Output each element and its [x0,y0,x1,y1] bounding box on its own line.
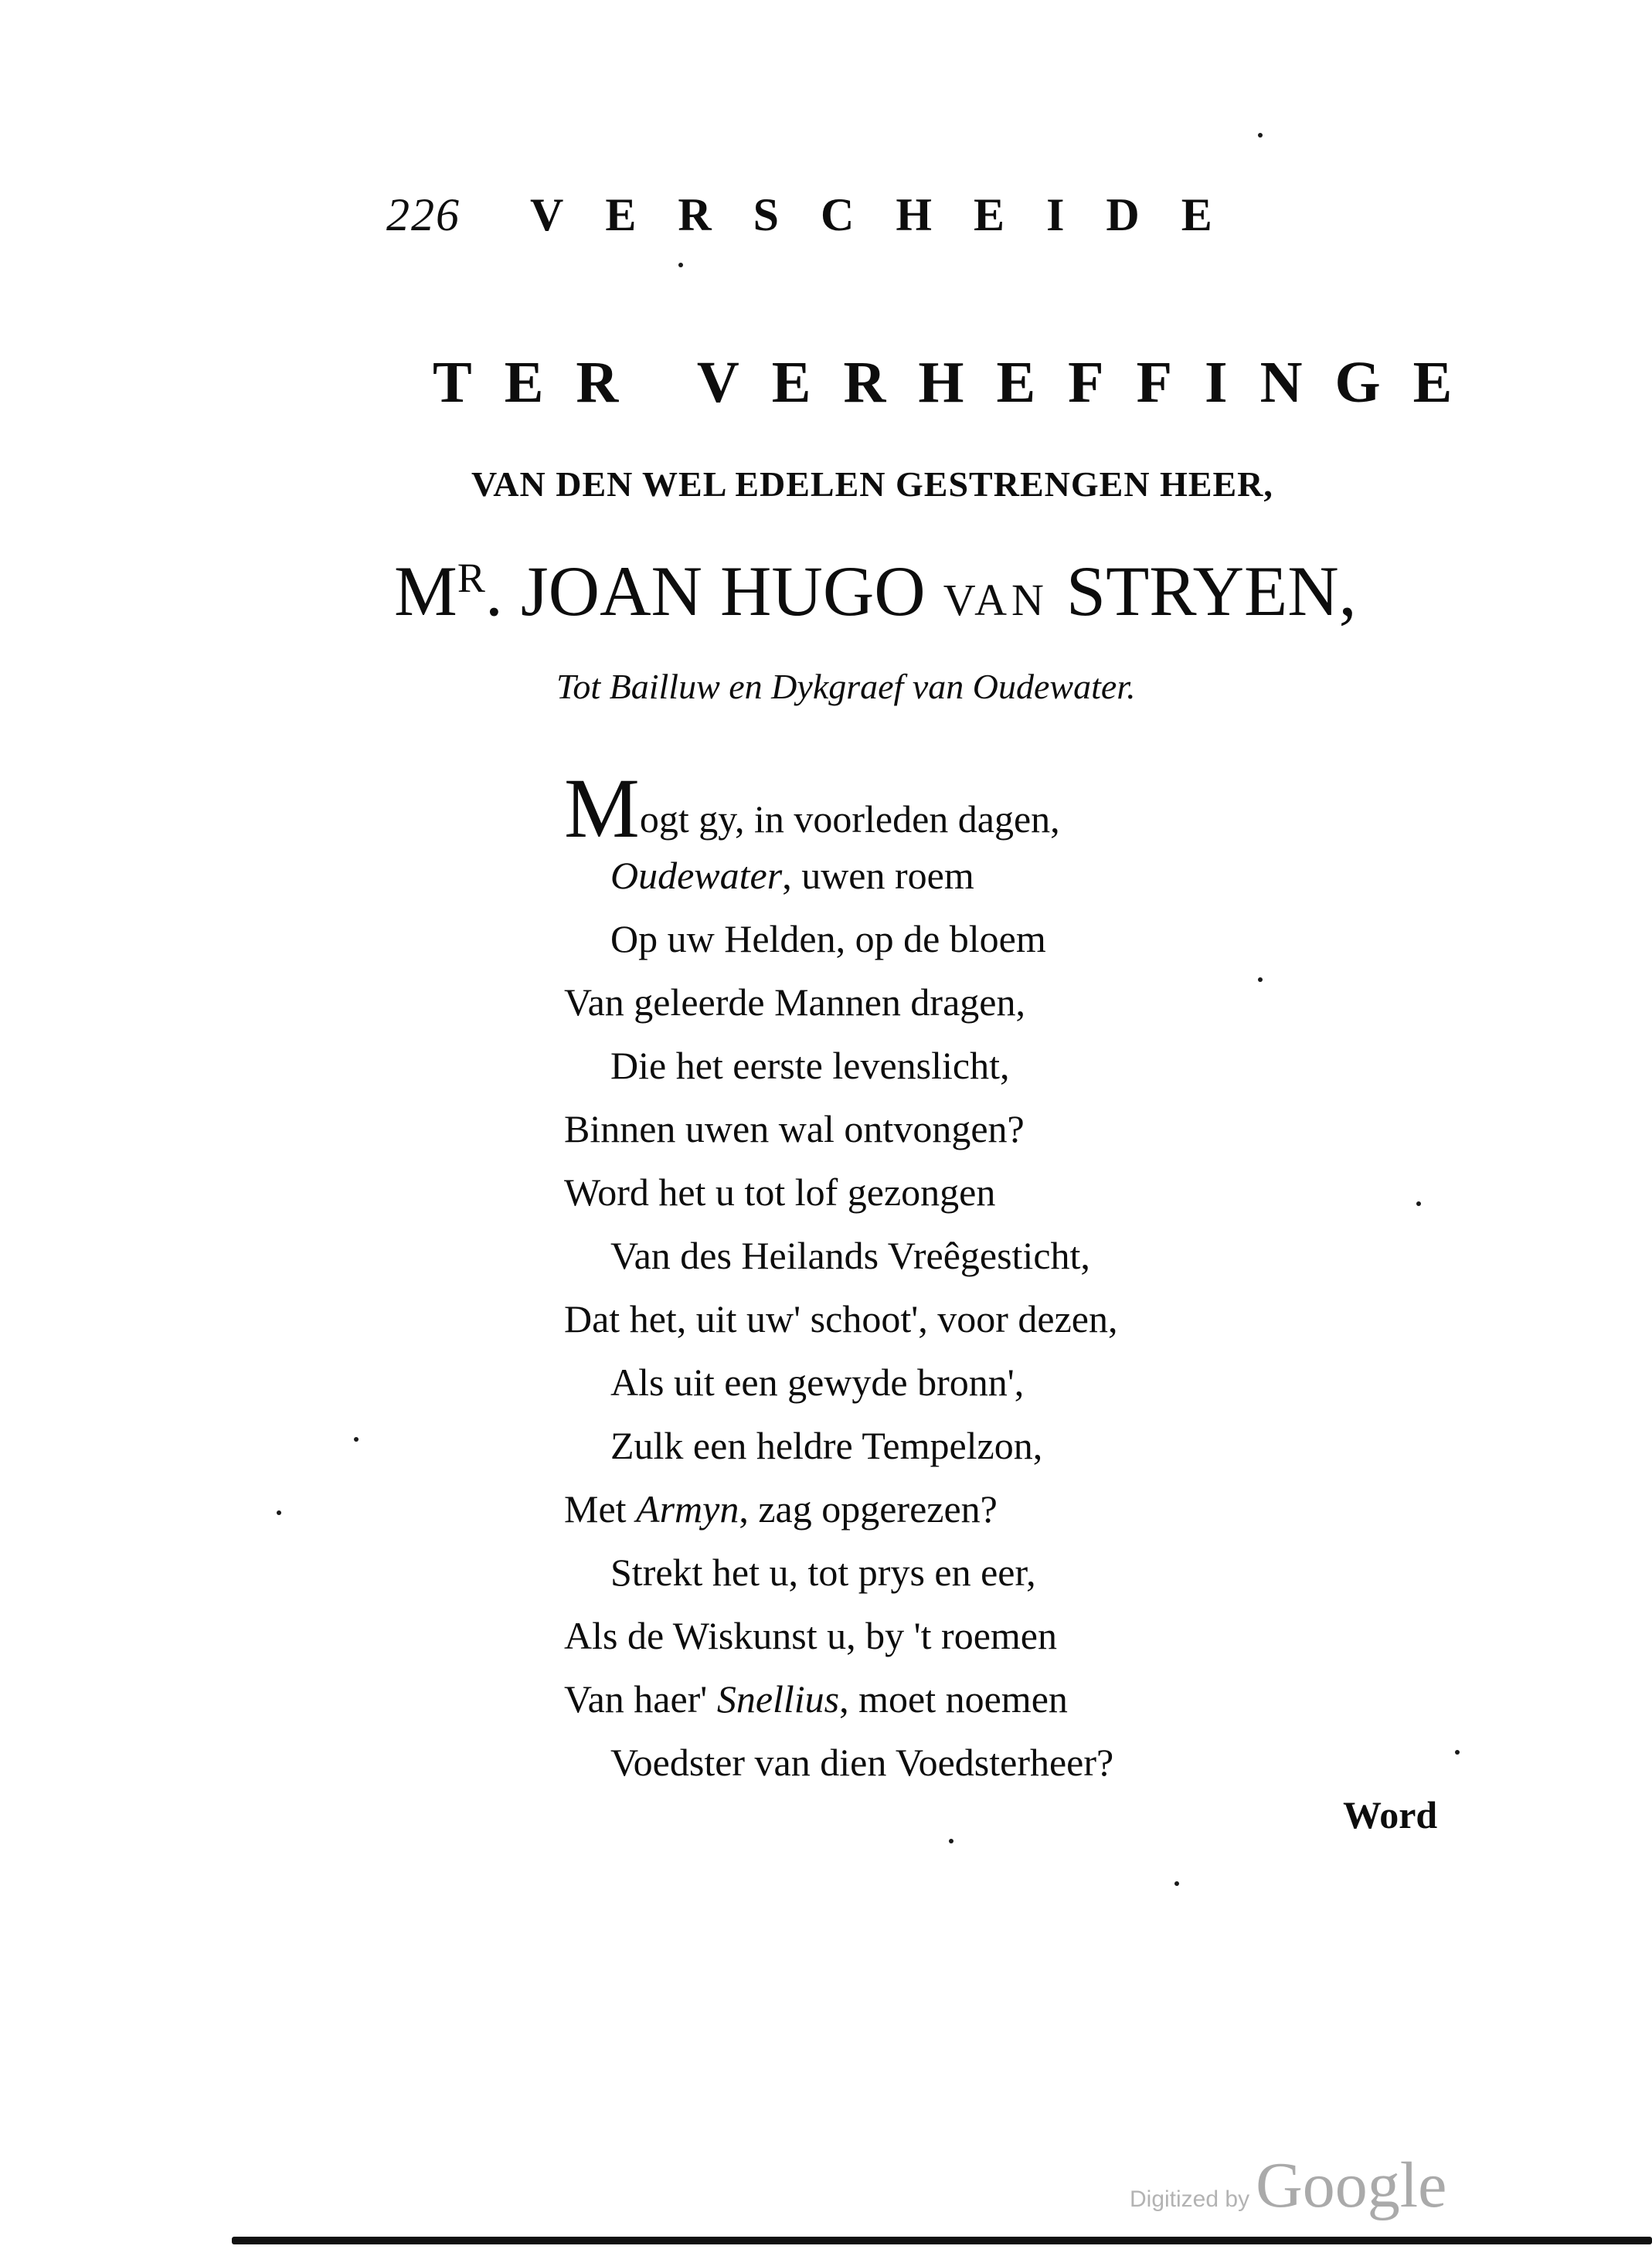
poem-line: Op uw Helden, op de bloem [610,917,1046,960]
paper-speck [354,1437,359,1442]
running-head-title: VERSCHEIDE [530,189,1254,240]
page-edge-shadow [232,2237,1652,2244]
page-number: 226 [386,189,461,240]
poem-line-text: , zag opgerezen? [739,1487,998,1531]
poem-line: Word het u tot lof gezongen [564,1170,996,1214]
paper-speck [277,1510,281,1515]
digitization-watermark [1130,2148,1446,2223]
name-part-2: STRYEN, [1048,552,1357,630]
poem-line [564,1477,1337,1541]
poem-subtitle: VAN DEN WEL EDELEN GESTRENGEN HEER, [471,464,1273,504]
paper-speck [1258,977,1263,982]
paper-speck [1455,1750,1460,1755]
name-prefix: M [394,552,457,630]
poem-line [564,761,1337,855]
poem-line: Voedster van dien Voedsterheer? [610,1741,1114,1784]
paper-speck [678,263,683,267]
honoree-name [394,550,1476,632]
poem-line: Dat het, uit uw' schoot', voor dezen, [564,1297,1118,1340]
poem-line [564,1667,1337,1731]
poem-line: Als uit een gewyde bronn', [610,1361,1025,1404]
paper-speck [1174,1881,1179,1886]
name-prefix-superscript: R [457,555,485,601]
poem-line: Zulk een heldre Tempelzon, [610,1424,1043,1467]
name-part-1: . JOAN HUGO [484,552,943,630]
poem-line-text: ogt gy, in voorleden dagen, [639,797,1060,841]
poem-stanza [564,761,1337,1794]
paper-speck [1416,1201,1421,1206]
poem-title: TER VERHEFFINGE [433,350,1485,415]
poem-line: Van geleerde Mannen dragen, [564,980,1025,1024]
poem-line-text: , moet noemen [839,1677,1068,1721]
poem-line: Binnen uwen wal ontvongen? [564,1107,1025,1150]
watermark-prefix: Digitized by [1130,2186,1250,2212]
poem-line-text: Van haer' [564,1677,717,1721]
poem-line: Strekt het u, tot prys en eer, [610,1551,1036,1594]
poem-line-italic: Armyn [636,1487,739,1531]
honoree-office: Tot Bailluw en Dykgraef van Oudewater. [556,667,1136,706]
paper-speck [1258,133,1263,138]
poem-line-text: Met [564,1487,637,1531]
poem-line-italic: Snellius [716,1677,840,1721]
poem-line-italic: Oudewater [610,854,783,897]
poem-line [564,844,1337,907]
poem-line-text: , uwen roem [782,854,974,897]
running-head [386,184,1344,246]
poem-line: Van des Heilands Vreêgesticht, [610,1234,1090,1277]
google-logo: Google [1256,2149,1447,2221]
drop-cap: M [564,761,640,855]
name-van: VAN [943,575,1049,625]
catchword: Word [1343,1793,1438,1836]
poem-line: Die het eerste levenslicht, [610,1044,1010,1087]
paper-speck [949,1839,953,1843]
poem-line: Als de Wiskunst u, by 't roemen [564,1614,1057,1657]
